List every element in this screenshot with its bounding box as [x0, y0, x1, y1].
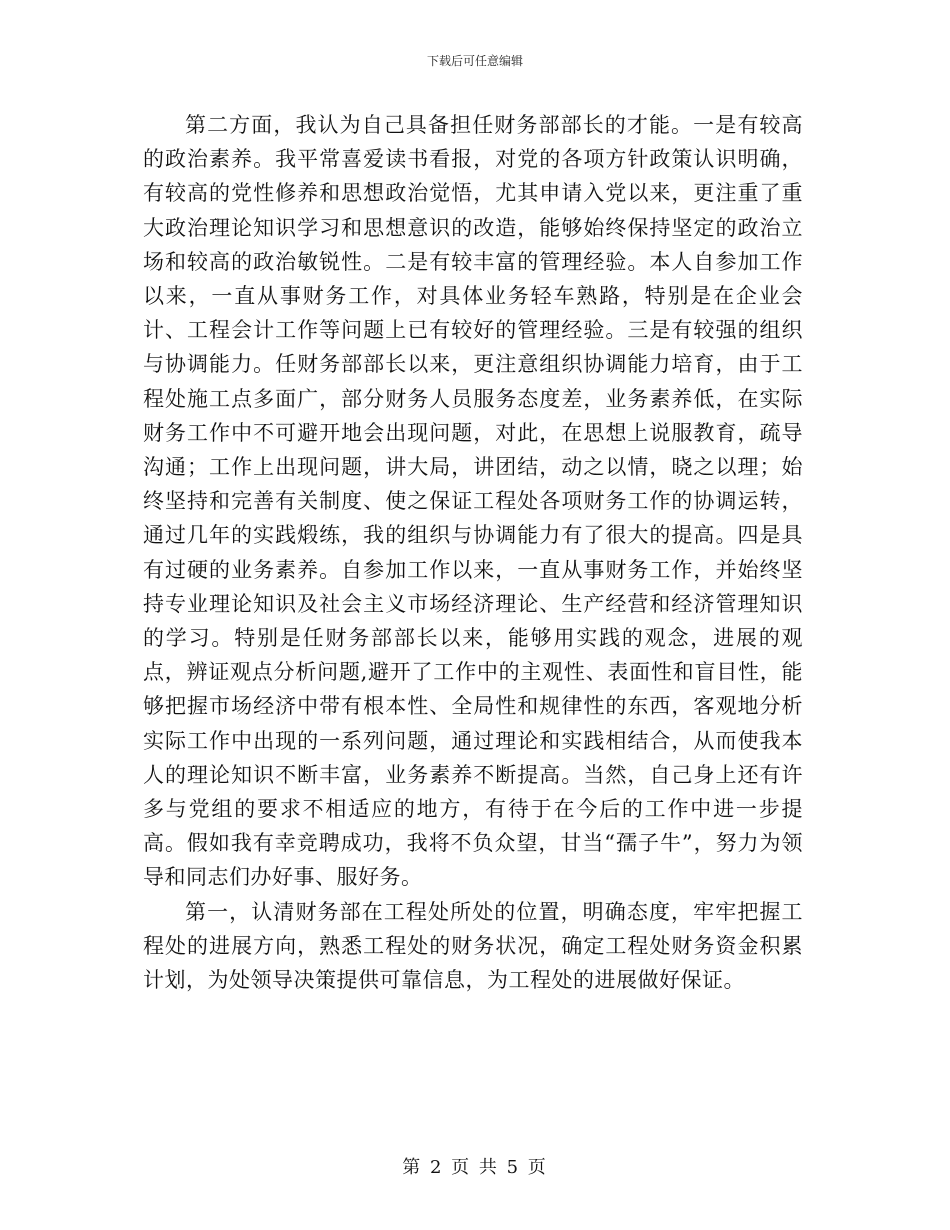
paragraph-first-point: 第一，认清财务部在工程处所处的位置，明确态度，牢牢把握工程处的进展方向，熟悉工程处的财务状况，确定工程处财务资金积累计划，为处领导决策提供可靠信息，为工程处的进展做好保证。	[143, 899, 803, 993]
page-number: 第 2 页 共 5 页	[402, 1157, 548, 1178]
document-body	[143, 108, 803, 997]
paragraph-qualifications: 第二方面，我认为自己具备担任财务部部长的才能。一是有较高的政治素养。我平常喜爱读书看报，对党的各项方针政策认识明确，有较高的党性修养和思想政治觉悟，尤其申请入党以来，更注重了重大政治理论知识学习和思想意识的改造，能够始终保持坚定的政治立场和较高的政治敏锐性。二是有较丰富的管理经验。本人自参加工作以来，一直从事财务工作，对具体业务轻车熟路，特别是在企业会计、工程会计工作等问题上已有较好的管理经验。三是有较强的组织与协调能力。任财务部部长以来，更注意组织协调能力培育，由于工程处施工点多面广，部分财务人员服务态度差，业务素养低，在实际财务工作中不可避开地会出现问题，对此，在思想上说服教育，疏导沟通；工作上出现问题，讲大局，讲团结，动之以情，晓之以理；始终坚持和完善有关制度、使之保证工程处各项财务工作的协调运转，通过几年的实践煅练，我的组织与协调能力有了很大的提高。四是具有过硬的业务素养。自参加工作以来，一直从事财务工作，并始终坚持专业理论知识及社会主义市场经济理论、生产经营和经济管理知识的学习。特别是任财务部部长以来，能够用实践的观念，进展的观点，辨证观点分析问题,避开了工作中的主观性、表面性和盲目性，能够把握市场经济中带有根本性、全局性和规律性的东西，客观地分析实际工作中出现的一系列问题，通过理论和实践相结合，从而使我本人的理论知识不断丰富，业务素养不断提高。当然，自己身上还有许多与党组的要求不相适应的地方，有待于在今后的工作中进一步提高。假如我有幸竞聘成功，我将不负众望，甘当“孺子牛”，努力为领导和同志们办好事、服好务。	[143, 113, 803, 890]
page-header-note: 下载后可任意编辑	[426, 54, 523, 68]
